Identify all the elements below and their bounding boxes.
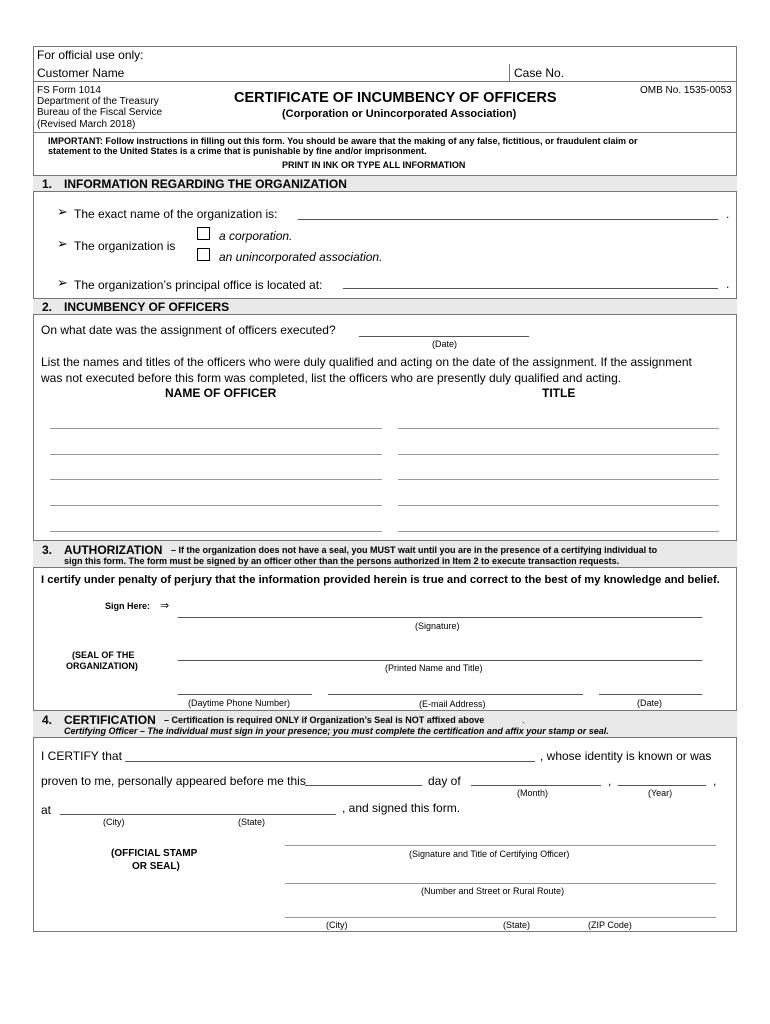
sign-here-label: Sign Here: bbox=[105, 601, 151, 611]
printed-name-title-caption: (Printed Name and Title) bbox=[385, 663, 483, 673]
assignment-date-input[interactable] bbox=[359, 336, 529, 337]
officer-name-input-4[interactable] bbox=[50, 505, 382, 506]
bureau: Bureau of the Fiscal Service bbox=[37, 107, 163, 118]
month-input[interactable] bbox=[471, 785, 601, 786]
officers-instructions-line1: List the names and titles of the officers who were duly qualified and acting on the date of the assignment. If the assignment bbox=[41, 355, 692, 369]
street-address-input[interactable] bbox=[285, 883, 716, 884]
section4-note-period: . bbox=[522, 715, 525, 725]
section1-heading: INFORMATION REGARDING THE ORGANIZATION bbox=[64, 177, 347, 191]
signed-this-form-text: , and signed this form. bbox=[342, 801, 461, 815]
sign-here-arrow-icon: ⇒ bbox=[160, 600, 170, 612]
section3-number: 3. bbox=[42, 543, 53, 557]
section4-number: 4. bbox=[42, 713, 53, 727]
signature-caption: (Signature) bbox=[415, 621, 460, 631]
officer-title-input-1[interactable] bbox=[398, 428, 719, 429]
printed-name-title-input[interactable] bbox=[178, 660, 702, 661]
month-caption: (Month) bbox=[517, 788, 549, 798]
certifying-officer-signature-caption: (Signature and Title of Certifying Officer) bbox=[409, 849, 570, 859]
street-address-caption: (Number and Street or Rural Route) bbox=[421, 886, 565, 896]
perjury-certification: I certify under penalty of perjury that the information provided herein is true and correct to the best of my knowledge and belief. bbox=[41, 574, 720, 586]
authorization-date-caption: (Date) bbox=[637, 698, 663, 708]
principal-office-input[interactable] bbox=[343, 288, 718, 289]
org-type-label: The organization is bbox=[74, 239, 176, 253]
identity-known-text: , whose identity is known or was bbox=[540, 749, 712, 763]
customer-name-field[interactable]: Customer Name bbox=[37, 66, 125, 80]
day-input[interactable] bbox=[305, 785, 422, 786]
organization-seal-label-line1: (SEAL OF THE bbox=[72, 650, 135, 660]
official-use-label: For official use only: bbox=[37, 48, 144, 62]
section2-heading: INCUMBENCY OF OFFICERS bbox=[64, 300, 230, 314]
exact-name-period: . bbox=[726, 207, 730, 221]
section4-heading: CERTIFICATION bbox=[64, 713, 156, 727]
section3-heading: AUTHORIZATION bbox=[64, 543, 163, 557]
day-of-text: day of bbox=[428, 774, 461, 788]
authorization-date-input[interactable] bbox=[599, 694, 702, 695]
form-title: CERTIFICATE OF INCUMBENCY OF OFFICERS bbox=[234, 90, 557, 106]
email-caption: (E-mail Address) bbox=[419, 699, 486, 709]
year-trailing-comma: , bbox=[713, 774, 717, 788]
section4-note: – Certification is required ONLY if Organization’s Seal is NOT affixed above bbox=[164, 715, 485, 725]
officer-title-input-4[interactable] bbox=[398, 505, 719, 506]
officer-title-input-3[interactable] bbox=[398, 479, 719, 480]
section2-number: 2. bbox=[42, 300, 53, 314]
i-certify-label: I CERTIFY that bbox=[41, 749, 122, 763]
exact-name-label: The exact name of the organization is: bbox=[74, 207, 278, 221]
officer-title-column-header: TITLE bbox=[542, 386, 576, 400]
month-year-comma: , bbox=[608, 774, 612, 788]
officer-name-input-5[interactable] bbox=[50, 531, 382, 532]
exact-name-input[interactable] bbox=[298, 219, 718, 220]
omb-number: OMB No. 1535-0053 bbox=[640, 85, 732, 96]
daytime-phone-input[interactable] bbox=[178, 694, 312, 695]
section3-note-line2: sign this form. The form must be signed by an officer other than the persons authorized in Item 2 to execute transaction requests. bbox=[64, 556, 620, 566]
assignment-date-caption: (Date) bbox=[432, 339, 458, 349]
year-caption: (Year) bbox=[648, 788, 673, 798]
important-notice-line2: statement to the United States is a crime that is punishable by fine and/or imprisonment. bbox=[48, 146, 427, 156]
form-number: FS Form 1014 bbox=[37, 85, 101, 96]
corporation-checkbox[interactable] bbox=[197, 227, 210, 240]
department: Department of the Treasury bbox=[37, 96, 159, 107]
assignment-date-question: On what date was the assignment of officers executed? bbox=[41, 323, 336, 337]
section3-note-line1: – If the organization does not have a seal, you MUST wait until you are in the presence of a certifying individual to bbox=[171, 545, 658, 555]
official-stamp-label-line1: (OFFICIAL STAMP bbox=[111, 848, 198, 859]
signature-input[interactable] bbox=[178, 617, 702, 618]
certified-person-input[interactable] bbox=[125, 761, 535, 762]
officer-name-input-1[interactable] bbox=[50, 428, 382, 429]
certifying-officer-note: Certifying Officer – The individual must sign in your presence; you must complete the certification and affix your stamp or seal. bbox=[64, 726, 609, 736]
print-in-ink-note: PRINT IN INK OR TYPE ALL INFORMATION bbox=[282, 160, 466, 170]
officer-title-input-5[interactable] bbox=[398, 531, 719, 532]
proven-to-me-text: proven to me, personally appeared before me this bbox=[41, 774, 306, 788]
certifier-city-caption: (City) bbox=[326, 920, 348, 930]
arrow-bullet-icon: ➢ bbox=[57, 204, 68, 219]
official-use-divider bbox=[509, 64, 510, 82]
city-state-zip-input[interactable] bbox=[285, 917, 716, 918]
year-input[interactable] bbox=[618, 785, 706, 786]
revision-date: (Revised March 2018) bbox=[37, 119, 136, 130]
email-input[interactable] bbox=[328, 694, 583, 695]
officer-name-input-2[interactable] bbox=[50, 454, 382, 455]
state-caption: (State) bbox=[238, 817, 266, 827]
notice-top-rule bbox=[33, 132, 737, 133]
unincorporated-option-label: an unincorporated association. bbox=[219, 250, 383, 264]
form-subtitle: (Corporation or Unincorporated Association) bbox=[282, 108, 517, 120]
certifying-officer-signature-input[interactable] bbox=[285, 845, 716, 846]
certifier-state-caption: (State) bbox=[503, 920, 531, 930]
principal-office-period: . bbox=[726, 277, 730, 291]
corporation-option-label: a corporation. bbox=[219, 229, 293, 243]
officers-instructions-line2: was not executed before this form was completed, list the officers who are presently duly qualified and acting. bbox=[41, 371, 622, 385]
arrow-bullet-icon: ➢ bbox=[57, 236, 68, 251]
unincorporated-checkbox[interactable] bbox=[197, 248, 210, 261]
case-no-field[interactable]: Case No. bbox=[514, 66, 565, 80]
principal-office-label: The organization’s principal office is located at: bbox=[74, 278, 323, 292]
at-label: at bbox=[41, 803, 52, 817]
certifier-zip-caption: (ZIP Code) bbox=[588, 920, 632, 930]
organization-seal-label-line2: ORGANIZATION) bbox=[66, 661, 138, 671]
officer-name-column-header: NAME OF OFFICER bbox=[165, 386, 277, 400]
section1-number: 1. bbox=[42, 177, 53, 191]
city-state-input[interactable] bbox=[60, 814, 336, 815]
arrow-bullet-icon: ➢ bbox=[57, 275, 68, 290]
official-stamp-label-line2: OR SEAL) bbox=[132, 861, 180, 872]
important-notice-line1: IMPORTANT: Follow instructions in filling out this form. You should be aware that the making of any false, fictitious, or fraudulent claim or bbox=[48, 136, 638, 146]
officer-name-input-3[interactable] bbox=[50, 479, 382, 480]
officer-title-input-2[interactable] bbox=[398, 454, 719, 455]
city-caption: (City) bbox=[103, 817, 125, 827]
daytime-phone-caption: (Daytime Phone Number) bbox=[188, 698, 291, 708]
